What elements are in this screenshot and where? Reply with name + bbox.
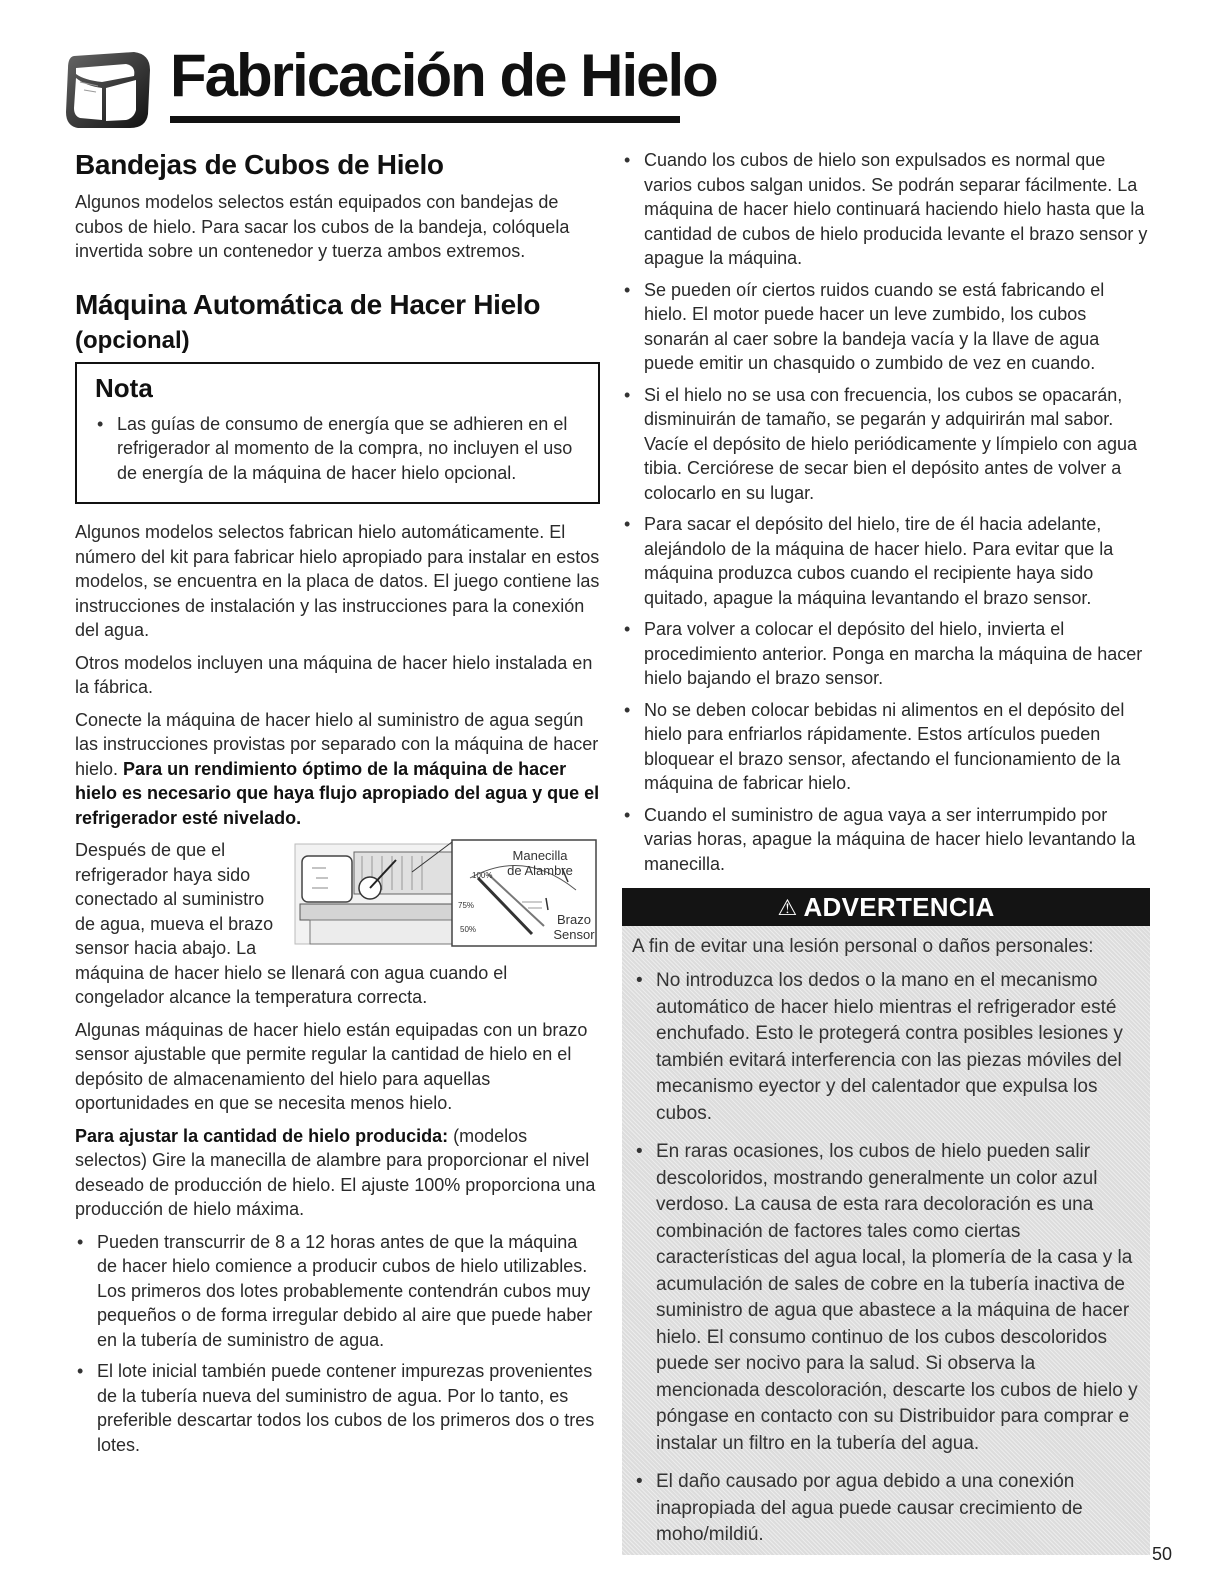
warning-list — [634, 968, 1140, 1549]
label-wire-handle-line1: Manecilla — [512, 848, 568, 863]
paragraph-factory: Otros modelos incluyen una máquina de hacer hielo instalada en la fábrica. — [75, 652, 593, 697]
note-box — [75, 362, 600, 505]
warning-box — [622, 888, 1150, 1555]
label-sensor-arm-line2: Sensor — [553, 927, 595, 942]
right-bullet-list — [622, 148, 1150, 876]
list-item: • El lote inicial también puede contener impurezas provenientes de la tubería nueva del suministro de agua. Por lo tanto, es preferible descartar todos los cubos de los primeros dos o tres lotes. — [75, 1359, 600, 1457]
trays-text: Algunos modelos selectos están equipados con bandejas de cubos de hielo. Para sacar los cubos de la bandeja, colóquela invertida sobre un contenedor y tuerza ambos extremos. — [75, 192, 570, 261]
note-title: Nota — [95, 372, 153, 403]
label-100-percent: 100% — [472, 871, 493, 880]
list-item: • Se pueden oír ciertos ruidos cuando se está fabricando el hielo. El motor puede hacer un leve zumbido, los cubos sonarán al caer sobre la bandeja vacía y la llave de agua puede emitir un chasquido o zumbido de vez en cuando. — [622, 278, 1150, 376]
page-number: 50 — [1152, 1544, 1173, 1564]
left-column — [75, 148, 600, 1465]
label-wire-handle — [492, 848, 588, 878]
icemaker-illustration — [292, 838, 600, 950]
connect-bold-text: Para un rendimiento óptimo de la máquina de hacer hielo es necesario que haya flujo apropiado del agua y que el refrigerador esté nivelado. — [75, 758, 600, 828]
warning-item: • En raras ocasiones, los cubos de hielo pueden salir descoloridos, mostrando generalmente un color azul verdoso. La causa de esta rara decoloración es una combinación de factores tales como ciertas características del agua local, la plomería de la casa y la acumulación de sales de cobre en la tubería inactiva de suministro de agua que abastece a la máquina de hacer hielo. El consumo continuo de los cubos descoloridos puede ser nocivo para la salud. Si observa la mencionada descoloración, descarte los cubos de hielo y póngase en contacto con su Distribuidor para comprar e instalar un filtro en la tubería del agua. — [634, 1139, 1140, 1457]
connect-text: Conecte la máquina de hacer hielo al suministro de agua según las instrucciones provistas por separado con la máquina de hacer hielo. — [75, 709, 599, 779]
label-50-percent: 50% — [460, 925, 477, 934]
paragraph-adjustable: Algunas máquinas de hacer hielo están equipadas con un brazo sensor ajustable que permite regular la cantidad de hielo en el depósito de almacenamiento del hielo para aquellas oportunidades en que se necesita menos hielo. — [75, 1019, 588, 1113]
label-sensor-arm — [548, 912, 600, 942]
paragraph-kit: Algunos modelos selectos fabrican hielo automáticamente. El número del kit para fabricar hielo apropiado para instalar en estos modelos, se encuentra en la placa de datos. El juego contiene las instrucciones de instalación y las instrucciones para la conexión del agua. — [75, 522, 600, 640]
note-list — [95, 412, 584, 486]
adjust-text: (modelos selectos) Gire la manecilla de alambre para proporcionar el nivel deseado de producción de hielo. El ajuste 100% proporciona una producción de hielo máxima. — [75, 1125, 596, 1219]
optional-subheading: (opcional) — [75, 326, 190, 354]
warning-item: • El daño causado por agua debido a una conexión inapropiada del agua puede causar crecimiento de moho/mildiú. — [634, 1469, 1140, 1549]
title-underline — [170, 116, 680, 123]
warning-triangle-icon: ⚠ — [777, 895, 798, 920]
left-bullet-list — [75, 1230, 600, 1458]
warning-header — [622, 888, 1150, 926]
label-sensor-arm-line1: Brazo — [557, 912, 591, 927]
warning-item: • No introduzca los dedos o la mano en el mecanismo automático de hacer hielo mientras el refrigerador esté enchufado. Esto le protegerá contra posibles lesiones y también evitará interferencia con las piezas móviles del mecanismo eyector y del calentador que expulsa los cubos. — [634, 968, 1140, 1127]
right-column — [622, 148, 1150, 1555]
page-header — [62, 40, 717, 130]
adjust-bold-text: Para ajustar la cantidad de hielo producida: — [75, 1125, 449, 1146]
list-item: • No se deben colocar bebidas ni alimentos en el depósito del hielo para enfriarlos rápidamente. Estos artículos pueden bloquear el brazo sensor, afectando el funcionamiento de la máquina de fabricar hielo. — [622, 698, 1150, 796]
trays-heading: Bandejas de Cubos de Hielo — [75, 149, 444, 180]
list-item: • Cuando el suministro de agua vaya a ser interrumpido por varias horas, apague la máquina de hacer hielo levantando la manecilla. — [622, 803, 1150, 877]
paragraph-sensor-arm: Después de que el refrigerador haya sido conectado al suministro de agua, mueva el brazo sensor hacia abajo. La máquina de hacer hielo se llenará con agua cuando el congelador alcance la temperatura correcta. — [75, 840, 508, 1007]
warning-intro: A fin de evitar una lesión personal o daños personales: — [632, 936, 1094, 957]
list-item: • Si el hielo no se usa con frecuencia, los cubos se opacarán, disminuirán de tamaño, se pegarán y adquirirán mal sabor. Vacíe el depósito de hielo periódicamente y límpielo con agua tibia. Cerciórese de secar bien el depósito antes de volver a colocarlo en su lugar. — [622, 383, 1150, 506]
label-wire-handle-line2: de Alambre — [507, 863, 573, 878]
list-item: • Pueden transcurrir de 8 a 12 horas antes de que la máquina de hacer hielo comience a producir cubos de hielo utilizables. Los primeros dos lotes probablemente contendrán cubos muy pequeños o de forma irregular debido al aire que puede haber en la tubería de suministro de agua. — [75, 1230, 600, 1353]
note-item: • Las guías de consumo de energía que se adhieren en el refrigerador al momento de la compra, no incluyen el uso de energía de la máquina de hacer hielo opcional. — [95, 412, 584, 486]
paragraph-connect — [75, 708, 600, 831]
list-item: • Para sacar el depósito del hielo, tire de él hacia adelante, alejándolo de la máquina de hacer hielo. Para evitar que la máquina produzca cubos cuando el recipiente haya sido quitado, apague la máquina levantando el brazo sensor. — [622, 512, 1150, 610]
list-item: • Para volver a colocar el depósito del hielo, invierta el procedimiento anterior. Ponga en marcha la máquina de hacer hielo bajando el brazo sensor. — [622, 617, 1150, 691]
warning-title: ADVERTENCIA — [803, 892, 995, 922]
automatic-icemaker-heading: Máquina Automática de Hacer Hielo — [75, 288, 541, 320]
label-75-percent: 75% — [458, 901, 475, 910]
ice-cube-icon — [62, 48, 154, 130]
page-title: Fabricación de Hielo — [170, 42, 717, 109]
list-item: • Cuando los cubos de hielo son expulsados es normal que varios cubos salgan unidos. Se podrán separar fácilmente. La máquina de hacer hielo continuará haciendo hielo hasta que la cantidad de cubos de hielo producida levante el brazo sensor y apague la máquina. — [622, 148, 1150, 271]
paragraph-adjust — [75, 1124, 600, 1222]
